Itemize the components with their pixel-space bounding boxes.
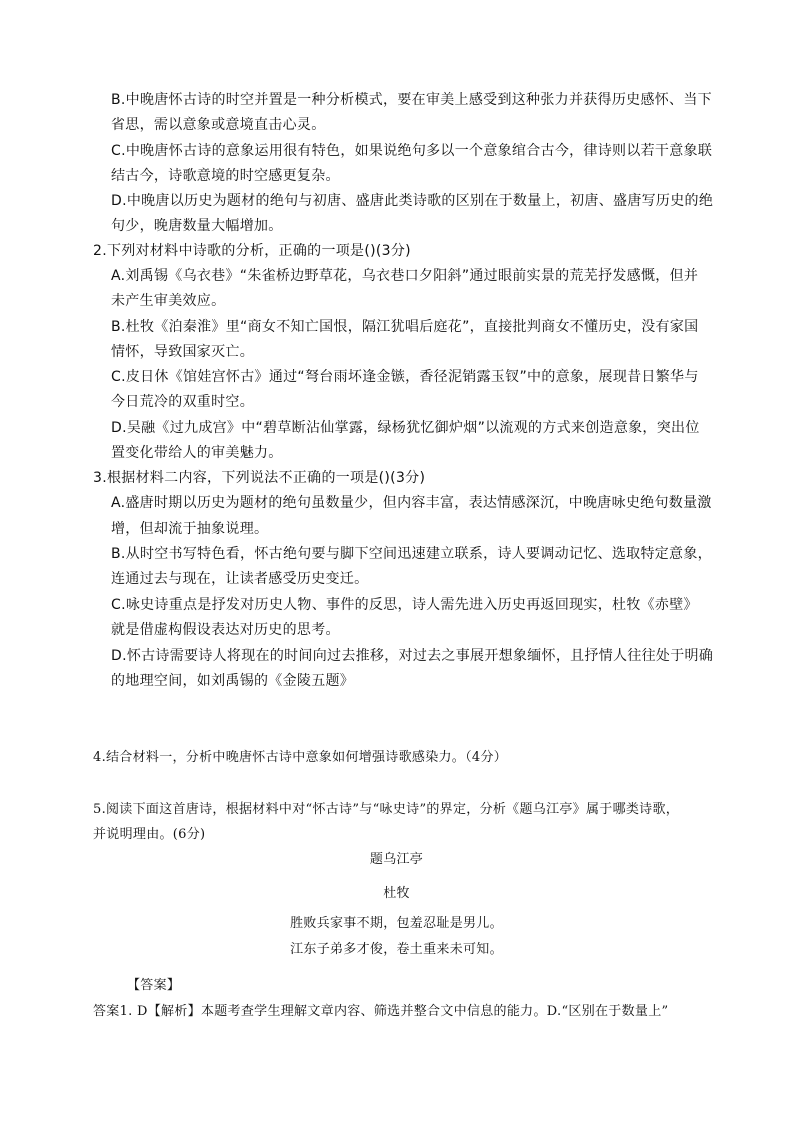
q2-option-b-line1: B.杜牧《泊秦淮》里“商女不知亡国恨，隔江犹唱后庭花”，直接批判商女不懂历史，没有家国 xyxy=(111,319,699,335)
q3-option-c-line2: 就是借虚构假设表达对历史的思考。 xyxy=(111,622,340,638)
q2-option-a-line2: 未产生审美效应。 xyxy=(111,293,226,309)
q3-option-d-line1: D.怀古诗需要诗人将现在的时间向过去推移，对过去之事展开想象缅怀，且抒情人往往处于明确 xyxy=(111,648,714,664)
q3-option-c-line1: C.咏史诗重点是抒发对历史人物、事件的反思，诗人需先进入历史再返回现实，杜牧《赤壁》 xyxy=(111,597,698,613)
poem-title: 题乌江亭 xyxy=(369,852,424,867)
q1-option-c-line1: C.中晚唐怀古诗的意象运用很有特色，如果说绝句多以一个意象绾合古今，律诗则以若干意象联 xyxy=(111,143,713,159)
q2-stem: 2.下列对材料中诗歌的分析，正确的一项是()(3分) xyxy=(93,243,411,259)
poem-line-1: 胜败兵家事不期，包羞忍耻是男儿。 xyxy=(290,916,503,931)
answer-line-1: 答案1. D【解析】本题考查学生理解文章内容、筛选并整合文中信息的能力。D.“区别在于数量上” xyxy=(93,1004,669,1019)
q5-stem-line1: 5.阅读下面这首唐诗，根据材料中对“怀古诗”与“咏史诗”的界定，分析《题乌江亭》属于哪类诗歌， xyxy=(93,802,680,817)
q3-option-a-line1: A.盛唐时期以历史为题材的绝句虽数量少，但内容丰富，表达情感深沉，中晚唐咏史绝句数量激 xyxy=(111,495,712,511)
q3-option-d-line2: 的地理空间，如刘禹锡的《金陵五题》 xyxy=(111,673,355,689)
q1-option-b-line1: B.中晚唐怀古诗的时空并置是一种分析模式，要在审美上感受到这种张力并获得历史感怀、当下 xyxy=(111,92,712,108)
q1-option-c-line2: 结古今，诗歌意境的时空感更复杂。 xyxy=(111,168,340,184)
poem-line-2: 江东子弟多才俊，卷土重来未可知。 xyxy=(290,942,503,957)
q3-stem: 3.根据材料二内容，下列说法不正确的一项是()(3分) xyxy=(93,470,426,486)
poem-author: 杜牧 xyxy=(383,886,410,901)
q2-option-a-line1: A.刘禹锡《乌衣巷》“朱雀桥边野草花，乌衣巷口夕阳斜”通过眼前实景的荒芜抒发感慨，但并 xyxy=(111,268,699,284)
q3-option-b-line1: B.从时空书写特色看，怀古绝句要与脚下空间迅速建立联系，诗人要调动记忆、选取特定意象， xyxy=(111,546,712,562)
q3-option-a-line2: 增，但却流于抽象说理。 xyxy=(111,521,269,537)
q2-option-c-line2: 今日荒冷的双重时空。 xyxy=(111,394,254,410)
q2-option-d-line2: 置变化带给人的审美魅力。 xyxy=(111,445,283,461)
answer-heading: 【答案】 xyxy=(127,978,181,993)
q5-stem-line2: 并说明理由。(6分) xyxy=(93,827,206,842)
q1-option-d-line2: 句少，晚唐数量大幅增加。 xyxy=(111,218,283,234)
q2-option-b-line2: 情怀，导致国家灭亡。 xyxy=(111,344,254,360)
q1-option-b-line2: 省思，需以意象或意境直击心灵。 xyxy=(111,117,326,133)
q2-option-d-line1: D.吴融《过九成宫》中“碧草断沾仙掌露，绿杨犹忆御炉烟”以流观的方式来创造意象，突出位 xyxy=(111,420,700,436)
q3-option-b-line2: 连通过去与现在，让读者感受历史变迁。 xyxy=(111,571,369,587)
q4-stem: 4.结合材料一，分析中晚唐怀古诗中意象如何增强诗歌感染力。（4分） xyxy=(93,750,508,765)
q1-option-d-line1: D.中晚唐以历史为题材的绝句与初唐、盛唐此类诗歌的区别在于数量上，初唐、盛唐写历史的绝 xyxy=(111,193,714,209)
q2-option-c-line1: C.皮日休《馆娃宫怀古》通过“弩台雨坏逢金镞，香径泥销露玉钗”中的意象，展现昔日繁华与 xyxy=(111,369,699,385)
